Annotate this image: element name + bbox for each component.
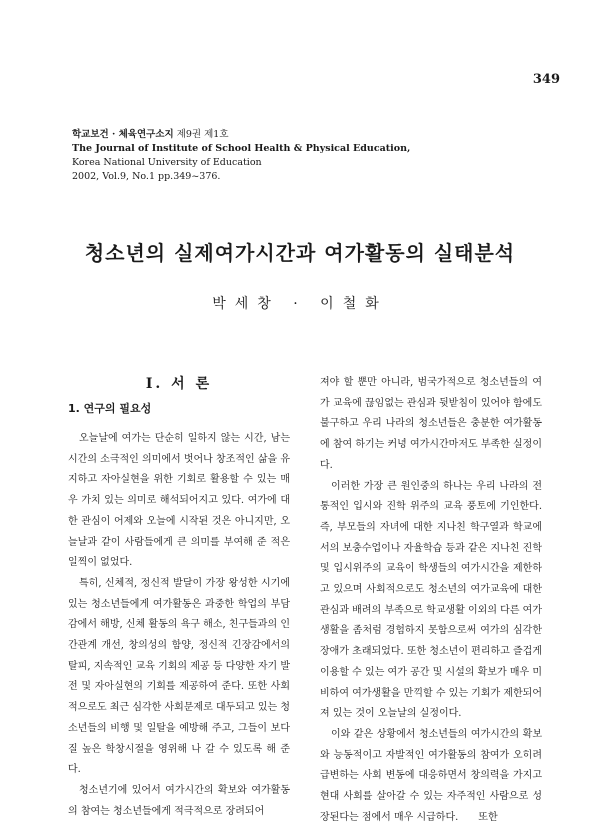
body-paragraph: 특히, 신체적, 정신적 발달이 가장 왕성한 시기에 있는 청소년들에게 여가활동은 과중한 학업의 부담감에서 해방, 신체 활동의 욕구 해소, 친구들과의 인간관계 개선, 창의성의 함양, 정신적 긴장감에서의 탈피, 지속적인 교육 기회의 제공 등 다양한 자기 발전 및 자아실현의 기회를 제공하여 준다. 또한 사회적으로도 최근 심각한 사회문제로 대두되고 있는 청소년들의 비행 및 일탈을 예방해 주고, 그들이 보다 질 높은 학창시절을 영위해 나 갈 수 있도록 해 준다. [68,577,290,776]
body-paragraph: 이와 같은 상황에서 청소년들의 여가시간의 확보와 능동적이고 자발적인 여가활동의 참여가 오히려 급변하는 사회 변동에 대응하면서 창의력을 가지고 현대 사회를 살아갈 수 있는 자주적인 사람으로 성장된다는 점에서 매우 시급하다. 또한 [320,728,542,823]
journal-citation: 2002, Vol.9, No.1 pp.349~376. [72,171,221,182]
journal-name-en: The Journal of Institute of School Health & Physical Education, [72,143,411,154]
journal-university: Korea National University of Education [72,157,262,168]
body-paragraph: 져야 할 뿐만 아니라, 범국가적으로 청소년들의 여가 교육에 끊임없는 관심과 뒷받침이 있어야 함에도 불구하고 우리 나라의 청소년들은 충분한 여가활동에 참여 하기는 커녕 여가시간마저도 부족한 실정이다. [320,377,542,471]
body-paragraph: 이러한 가장 큰 원인중의 하나는 우리 나라의 전통적인 입시와 진학 위주의 교육 풍토에 기인한다. 즉, 부모들의 자녀에 대한 지나친 학구열과 학교에서의 보충수업이나 자율학습 등과 같은 지나친 진학 및 입시위주의 교육이 학생들의 여가시간을 제한하고 있으며 사회적으로도 청소년의 여가교육에 대한 관심과 배려의 부족으로 학교생활 이외의 다른 여가생활을 좀처럼 경험하지 못함으로써 여가의 심각한 장애가 초래되었다. 또한 청소년이 편리하고 즐겁게 이용할 수 있는 여가 공간 및 시설의 확보가 매우 미비하여 여가생활을 만끽할 수 있는 기회가 제한되어져 있는 것이 오늘날의 실정이다. [320,480,542,720]
body-paragraph: 오늘날에 여가는 단순히 일하지 않는 시간, 남는 시간의 소극적인 의미에서 벗어나 창조적인 삶을 유지하고 자아실현을 위한 기회로 활용할 수 있는 매우 가치 있는 의미로 해석되어지고 있다. 여가에 대한 관심이 어제와 오늘에 시작된 것은 아니지만, 오늘날과 같이 사람들에게 큰 의미를 부여해 준 적은 일찍이 없었다. [68,433,290,569]
paper-title: 청소년의 실제여가시간과 여가활동의 실태분석 [84,241,516,265]
journal-header [72,128,492,184]
body-paragraph: 청소년기에 있어서 여가시간의 확보와 여가활동의 참여는 청소년들에게 적극적으로 장려되어 [68,784,290,817]
journal-name-ko: 학교보건 · 체육연구소지 [72,129,174,140]
left-column [68,373,290,822]
section-heading: Ⅰ. 서 론 [145,376,213,392]
page-number: 349 [532,72,560,87]
journal-name-line [72,128,492,142]
paper-authors: 박세창 · 이철화 [212,296,388,312]
journal-volume-ko: 제9권 제1호 [176,129,229,140]
subsection-heading: 1. 연구의 필요성 [68,402,152,415]
right-column [320,373,542,828]
